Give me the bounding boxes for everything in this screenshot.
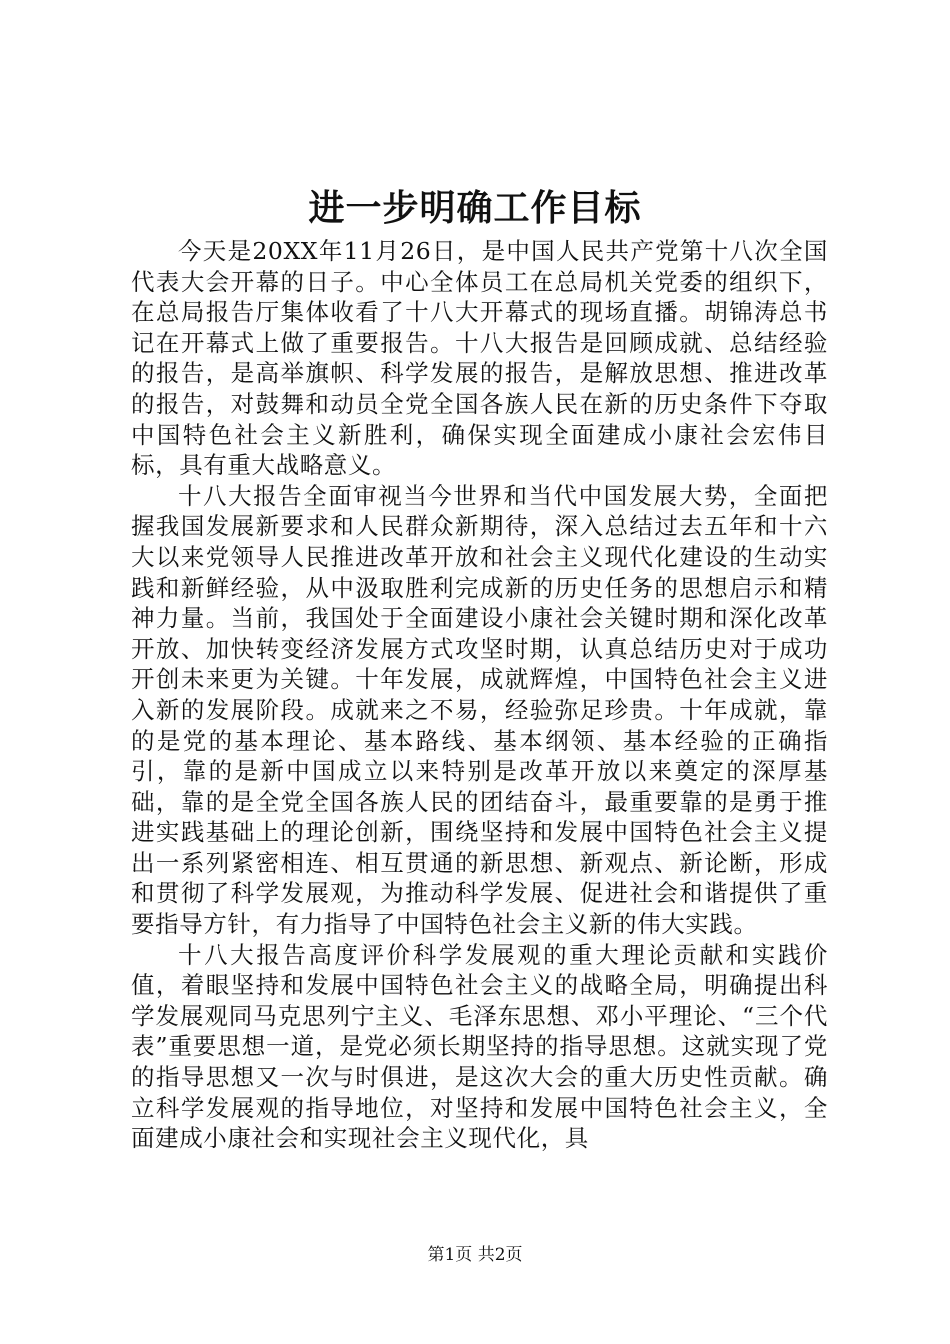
- page-number-footer: 第1页 共2页: [427, 1245, 523, 1265]
- document-title: 进一步明确工作目标: [308, 187, 642, 229]
- paragraph-1: 今天是20XX年11月26日，是中国人民共产党第十八次全国代表大会开幕的日子。中心全体员工在总局机关党委的组织下，在总局报告厅集体收看了十八大开幕式的现场直播。胡锦涛总书记在开幕式上做了重要报告。十八大报告是回顾成就、总结经验的报告，是高举旗帜、科学发展的报告，是解放思想、推进改革的报告，对鼓舞和动员全党全国各族人民在新的历史条件下夺取中国特色社会主义新胜利，确保实现全面建成小康社会宏伟目标，具有重大战略意义。: [131, 237, 828, 480]
- paragraph-3: 十八大报告高度评价科学发展观的重大理论贡献和实践价值，着眼坚持和发展中国特色社会主义的战略全局，明确提出科学发展观同马克思列宁主义、毛泽东思想、邓小平理论、“三个代表”重要思想一道，是党必须长期坚持的指导思想。这就实现了党的指导思想又一次与时俱进，是这次大会的重大历史性贡献。确立科学发展观的指导地位，对坚持和发展中国特色社会主义，全面建成小康社会和实现社会主义现代化，具: [131, 940, 828, 1153]
- document-body: [131, 236, 828, 1154]
- paragraph-2: 十八大报告全面审视当今世界和当代中国发展大势，全面把握我国发展新要求和人民群众新期待，深入总结过去五年和十六大以来党领导人民推进改革开放和社会主义现代化建设的生动实践和新鲜经验，从中汲取胜利完成新的历史任务的思想启示和精神力量。当前，我国处于全面建设小康社会关键时期和深化改革开放、加快转变经济发展方式攻坚时期，认真总结历史对于成功开创未来更为关键。十年发展，成就辉煌，中国特色社会主义进入新的发展阶段。成就来之不易，经验弥足珍贵。十年成就，靠的是党的基本理论、基本路线、基本纲领、基本经验的正确指引，靠的是新中国成立以来特别是改革开放以来奠定的深厚基础，靠的是全党全国各族人民的团结奋斗，最重要靠的是勇于推进实践基础上的理论创新，围绕坚持和发展中国特色社会主义提出一系列紧密相连、相互贯通的新思想、新观点、新论断，形成和贯彻了科学发展观，为推动科学发展、促进社会和谐提供了重要指导方针，有力指导了中国特色社会主义新的伟大实践。: [131, 481, 828, 939]
